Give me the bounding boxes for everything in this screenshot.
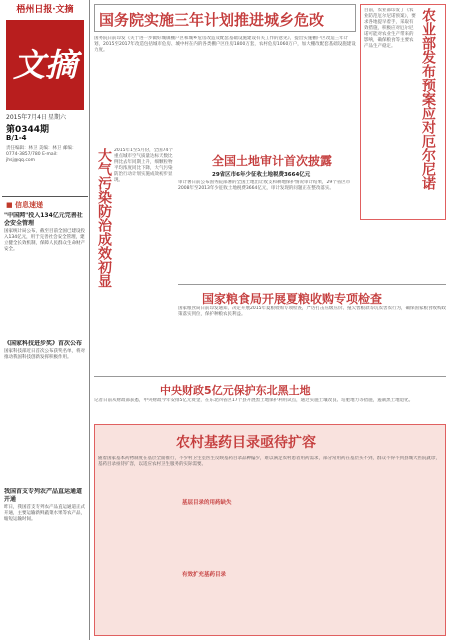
editor-contact: 责任编辑：林卫 美编：林卫 邮编：0774-3857/780 E-mail: jhsj@qq.com: [6, 146, 77, 163]
page-range: B/1-4: [6, 134, 27, 142]
article-2-body: 目前，农业部印发了《农业防范厄尔尼诺预案》，要求各地提早着手，采取有效措施，积极应对厄尔尼诺可能对农业生产带来的影响，确保粮食等主要农产品生产稳定。: [364, 8, 416, 49]
sidebar-article-3[interactable]: [4, 488, 86, 628]
article-5-headline[interactable]: 国家粮食局开展夏粮收购专项检查: [202, 292, 383, 306]
article-1-body: 国务院日前印发《关于进一步做好城镇棚户区和城乡危房改造及配套基础设施建设有关工作的意见》，提出实施棚户区改造三年计划，2015至2017年改造包括城市危房、城中村在内的各类棚户区住房1800万套，农村危房1060万户，加大棚改配套基础设施建设力度。: [94, 36, 356, 53]
sidebar-article-body: 国家科技部近日首次公布获奖名单，将对推动我国科技创新发挥积极作用。: [4, 349, 85, 360]
sidebar-article-body: 昨日，我国首支专列农产品直运通道正式开通，主要运输新鲜蔬菜水果等农产品，缩短运输时间。: [4, 505, 85, 522]
sidebar-article-body: 国家统计局公布，截至目前全国已建设投入134亿元，用于完善社会安全管理，建立健全长效机制，保障人民群众生命财产安全。: [4, 229, 85, 252]
article-6-headline[interactable]: 中央财政5亿元保护东北黑土地: [160, 384, 311, 397]
article-4-subhead: 29省区市6年少征收土地税费3664亿元: [212, 172, 311, 178]
article-2-headline[interactable]: 农业部发布预案应对厄尔尼诺: [420, 8, 436, 190]
article-3-body: 2015年1至5月份，全国74个重点城市空气质量达标天数比例比去年同期上升，细颗粒物平均浓度同比下降，大气污染防治行动计划实施成效初步显现。: [114, 148, 173, 183]
article-7-subhead-2: 有效扩充基药目录: [182, 572, 227, 578]
article-6-top-rule: [94, 376, 446, 377]
article-3-headline[interactable]: 大气污染防治成效初显: [96, 148, 112, 288]
article-1-headline[interactable]: 国务院实施三年计划推进城乡危改: [99, 11, 325, 29]
issue-weekday: 星期六: [48, 114, 67, 121]
section-title-block: [6, 20, 84, 110]
sidebar-divider: [2, 196, 88, 197]
article-1-headline-box: [94, 4, 356, 32]
section-title: 文摘: [12, 46, 77, 84]
sidebar-article-2[interactable]: [4, 340, 86, 470]
sidebar-heading: ■ 信息速递: [6, 201, 44, 209]
article-7-headline[interactable]: 农村基药目录亟待扩容: [176, 435, 316, 451]
article-6-body: 记者日前从财政部获悉，中央财政今年安排5亿元资金，在东北四省区17个县开展黑土地保护利用试点，通过实施土壤改良、培肥地力等措施，遏制黑土地退化。: [94, 398, 414, 403]
article-4-body: 审计署日前公布国务院部署的全国土地出让收支和耕地保护情况审计结果，29个省区市2008年至2013年少征收土地税费3664亿元，审计发现的问题正在整改落实。: [178, 180, 351, 191]
sidebar-article-1[interactable]: [4, 212, 86, 332]
article-5-body: 国家粮食局日前印发通知，决定开展2015年夏粮收购专项检查，严厉打击压级压价、拖欠售粮款等坑农害农行为，确保国家粮食收购政策落实到位，保护种粮农民利益。: [178, 306, 446, 317]
sidebar-article-title: 《国家科技进步奖》首次公布: [4, 340, 83, 347]
issue-number: 第0344期: [6, 125, 50, 135]
article-7-subhead-1: 基层目录的用药缺失: [182, 500, 232, 506]
article-7-body: 随着国家基本药物制度在基层全面推行，不少村卫生室医生反映基药目录品种偏少，难以满足农村患者用药需求，部分常用药在基层买不到，群众不得不到县城大医院就诊，基药目录亟待扩容，以适应农村卫生服务的实际需要。: [98, 456, 440, 467]
sidebar-article-title: "中国网"投入134亿元完善社会安全管理: [4, 212, 83, 227]
article-5-top-rule: [178, 284, 446, 285]
issue-date: 2015年7月4日: [6, 114, 47, 121]
sidebar: [0, 0, 90, 640]
article-4-headline[interactable]: 全国土地审计首次披露: [212, 154, 333, 168]
masthead: 梧州日报·文摘: [16, 5, 74, 15]
sidebar-article-title: 我国首支专列农产品直运通道开通: [4, 488, 83, 503]
